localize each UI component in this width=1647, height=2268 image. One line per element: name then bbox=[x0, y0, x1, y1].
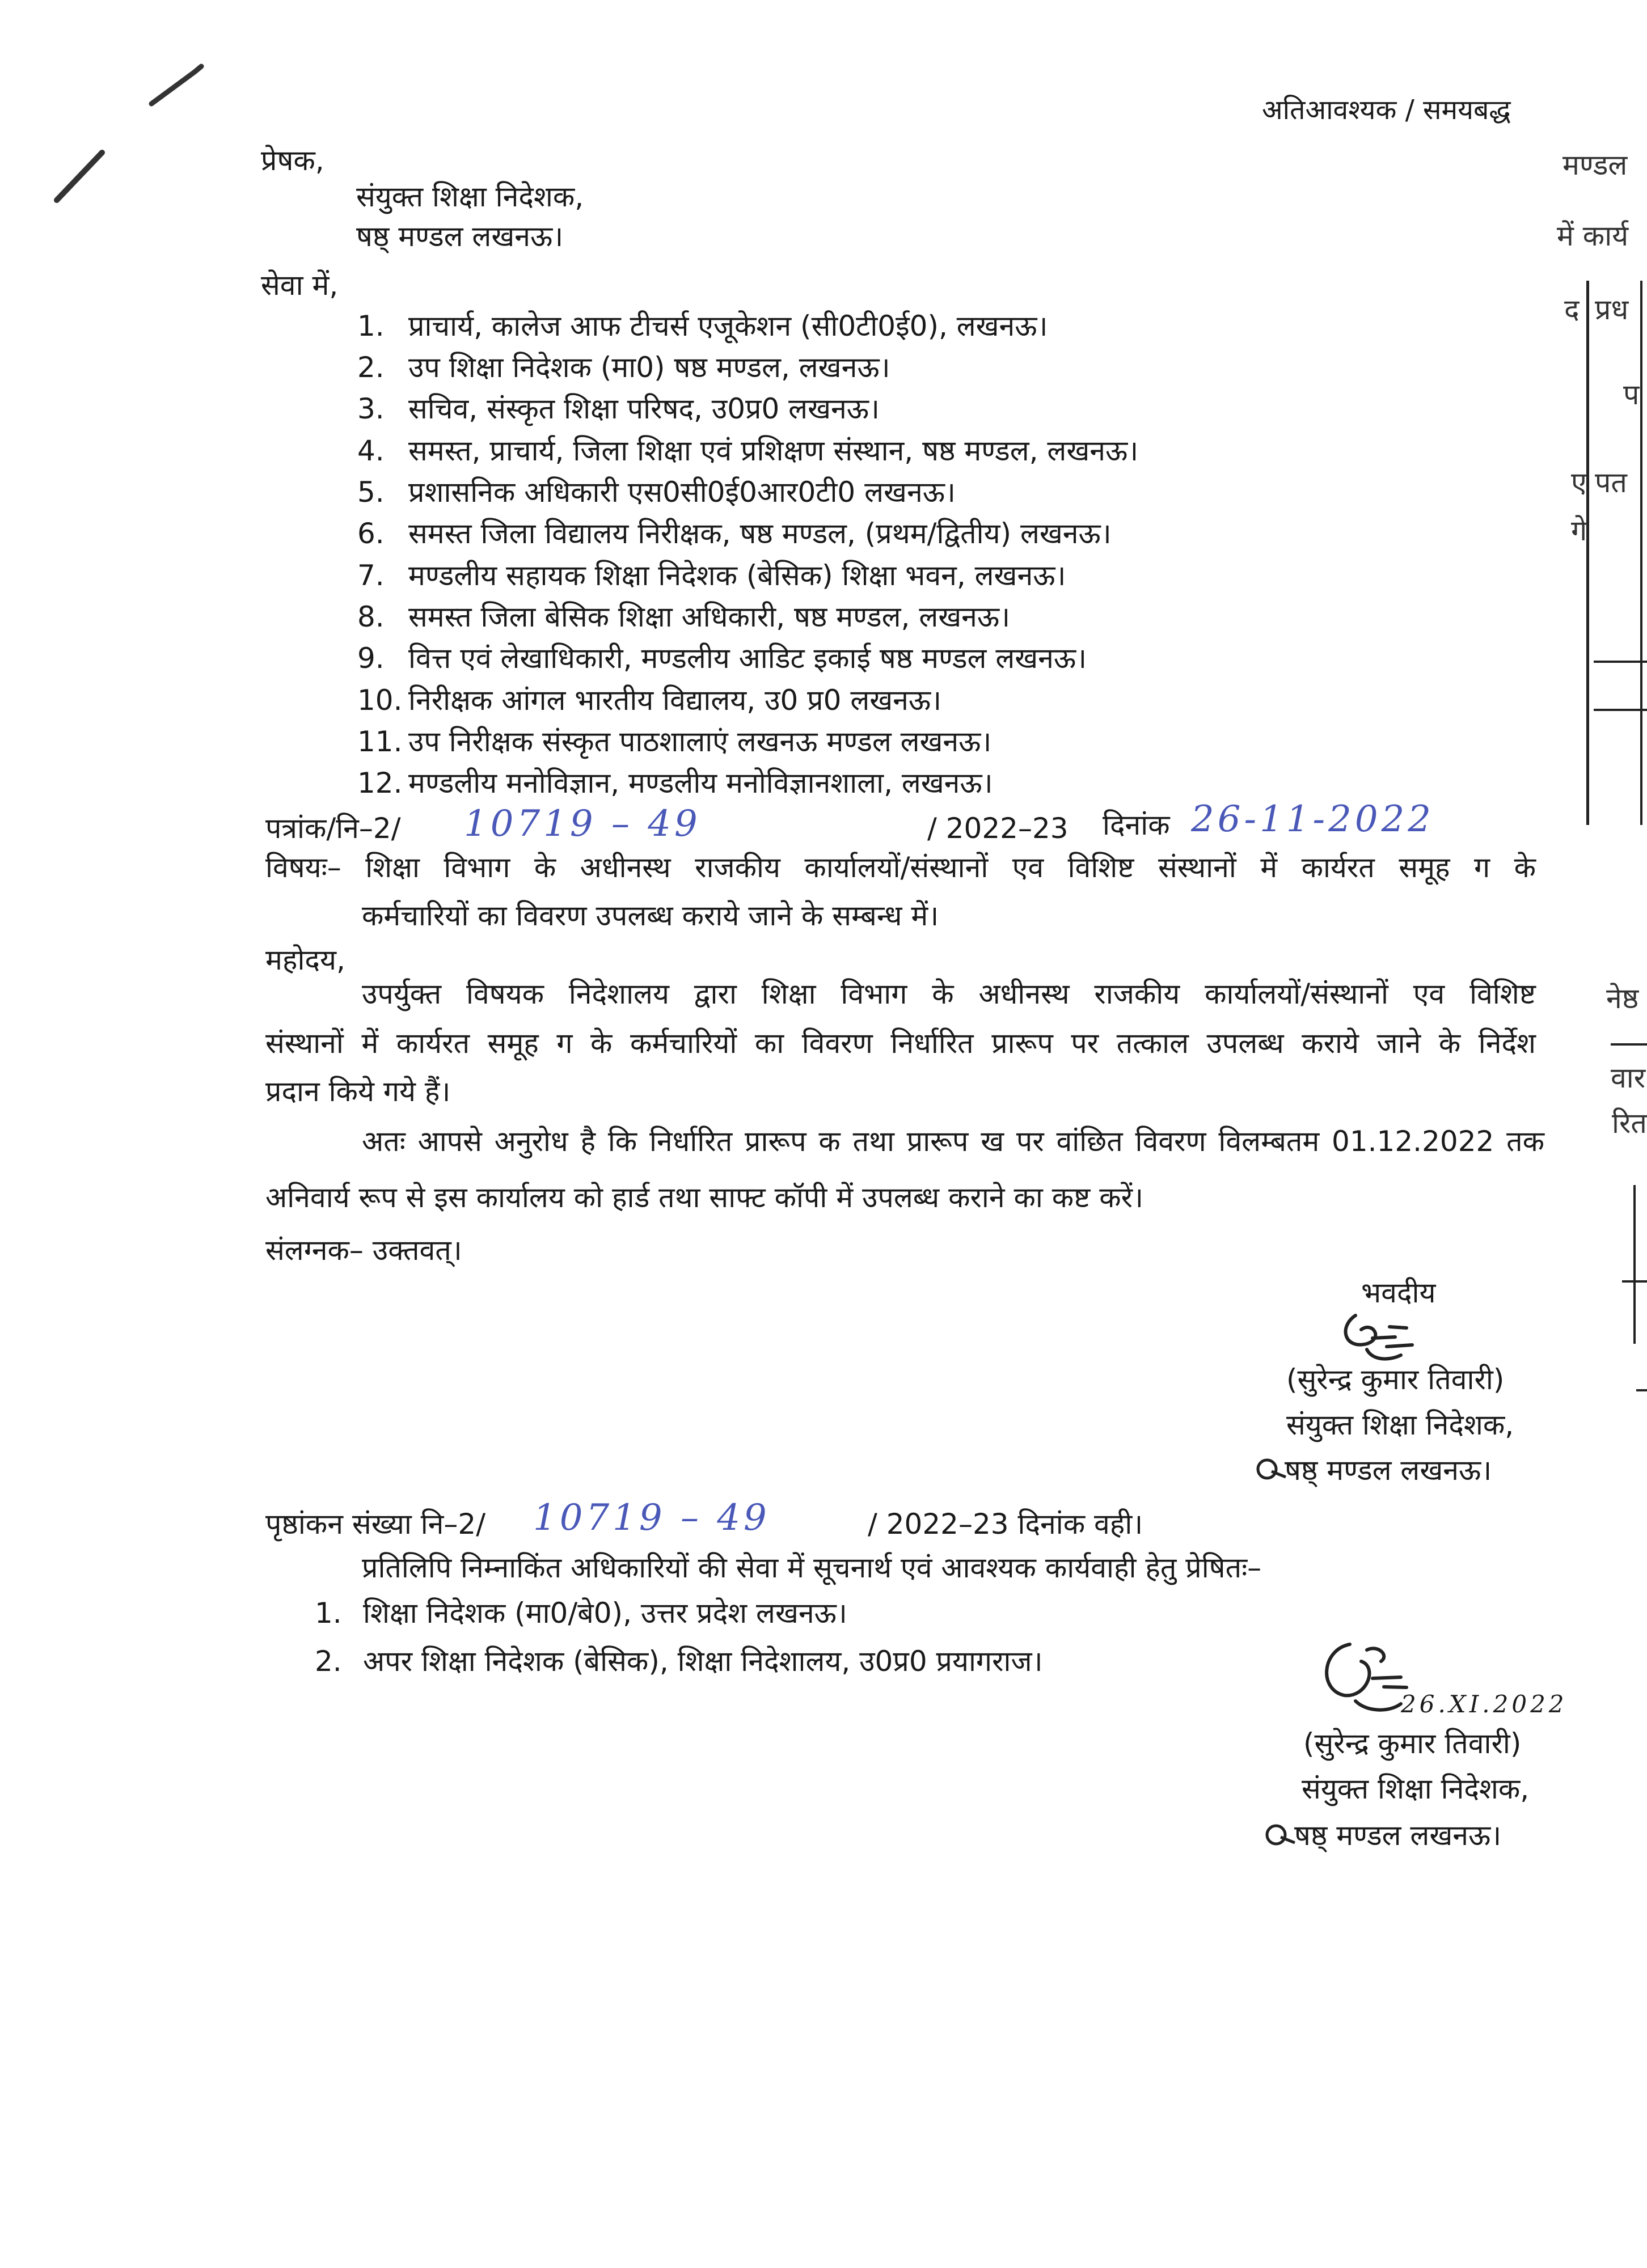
signature-date-handwritten: 26.XI.2022 bbox=[1401, 1690, 1568, 1718]
staple-mark bbox=[145, 60, 207, 111]
list-item-number: 11. bbox=[357, 725, 403, 758]
list-item-number: 3. bbox=[357, 392, 385, 425]
list-item-number: 7. bbox=[357, 559, 385, 592]
initial-mark bbox=[1255, 1454, 1289, 1483]
signatory-name: (सुरेन्द्र कुमार तिवारी) bbox=[1286, 1363, 1505, 1396]
list-item-text: मण्डलीय सहायक शिक्षा निदेशक (बेसिक) शिक्षा भवन, लखनऊ। bbox=[408, 559, 1066, 592]
table-border bbox=[1594, 661, 1647, 663]
table-border bbox=[1633, 1185, 1636, 1344]
list-item-text: समस्त जिला बेसिक शिक्षा अधिकारी, षष्ठ मण्डल, लखनऊ। bbox=[408, 600, 1011, 633]
list-item-number: 2. bbox=[357, 351, 385, 384]
body-para1-line1: उपर्युक्त विषयक निदेशालय द्वारा शिक्षा विभाग के अधीनस्थ राजकीय कार्यालयों/संस्थानों एव विशिष्ट bbox=[362, 978, 1536, 1010]
recipients-label: सेवा में, bbox=[261, 269, 339, 302]
table-border bbox=[1636, 1389, 1647, 1391]
list-item-text: अपर शिक्षा निदेशक (बेसिक), शिक्षा निदेशालय, उ0प्र0 प्रयागराज। bbox=[363, 1645, 1043, 1678]
list-item bbox=[357, 312, 1048, 340]
sender-designation: संयुक्त शिक्षा निदेशक, bbox=[356, 180, 584, 213]
list-item-number: 4. bbox=[357, 434, 385, 467]
staple-mark bbox=[51, 145, 113, 207]
reference-date-handwritten: 26-11-2022 bbox=[1191, 798, 1434, 840]
salutation: महोदय, bbox=[265, 943, 345, 976]
list-item-number: 9. bbox=[357, 642, 385, 675]
signatory-designation: संयुक्त शिक्षा निदेशक, bbox=[1286, 1408, 1514, 1441]
list-item bbox=[357, 353, 890, 382]
enclosure: संलग्नक– उक्तवत्। bbox=[265, 1234, 462, 1267]
body-para2-line1: अतः आपसे अनुरोध है कि निर्धारित प्रारूप क तथा प्रारूप ख पर वांछित विवरण विलम्बतम 01.12.2022 तक bbox=[362, 1125, 1544, 1158]
endorsement-number-handwritten: 10719 – 49 bbox=[533, 1497, 770, 1539]
list-item bbox=[315, 1597, 847, 1630]
reference-prefix: पत्रांक/नि–2/ bbox=[265, 812, 401, 845]
subject-line-2: कर्मचारियों का विवरण उपलब्ध कराये जाने के सम्बन्ध में। bbox=[362, 899, 939, 932]
list-item bbox=[357, 727, 991, 756]
adjacent-page-fragment: रित bbox=[1612, 1107, 1647, 1140]
list-item-text: उप शिक्षा निदेशक (मा0) षष्ठ मण्डल, लखनऊ। bbox=[408, 351, 890, 384]
adjacent-page-fragment: वार bbox=[1611, 1061, 1646, 1094]
list-item bbox=[357, 684, 942, 717]
list-item-text: मण्डलीय मनोविज्ञान, मण्डलीय मनोविज्ञानशाला, लखनऊ। bbox=[408, 767, 993, 799]
table-border bbox=[1586, 281, 1589, 825]
list-item-number: 8. bbox=[357, 600, 385, 633]
list-item bbox=[357, 476, 956, 509]
list-item-text: सचिव, संस्कृत शिक्षा परिषद, उ0प्र0 लखनऊ। bbox=[408, 392, 880, 425]
endorsement-suffix: / 2022–23 दिनांक वही। bbox=[868, 1508, 1143, 1541]
table-border bbox=[1594, 709, 1647, 711]
list-item-text: उप निरीक्षक संस्कृत पाठशालाएं लखनऊ मण्डल लखनऊ। bbox=[408, 725, 992, 758]
list-item-text: समस्त जिला विद्यालय निरीक्षक, षष्ठ मण्डल, (प्रथम/द्वितीय) लखनऊ। bbox=[408, 517, 1112, 550]
adjacent-page-fragment: मण्डल bbox=[1562, 149, 1628, 181]
list-item-number: 12. bbox=[357, 767, 403, 799]
sender-label: प्रेषक, bbox=[261, 144, 324, 177]
reference-date-label: दिनांक bbox=[1103, 809, 1170, 841]
list-item bbox=[357, 642, 1087, 675]
body-para1-line2: संस्थानों में कार्यरत समूह ग के कर्मचारियों का विवरण निर्धारित प्रारूप पर तत्काल उपलब्ध कराये जाने के निर्देश bbox=[265, 1027, 1536, 1060]
closing: भवदीय bbox=[1361, 1276, 1436, 1309]
table-border bbox=[1611, 1043, 1647, 1046]
list-item-text: वित्त एवं लेखाधिकारी, मण्डलीय आडिट इकाई षष्ठ मण्डल लखनऊ। bbox=[408, 642, 1087, 675]
signatory-office: षष्ठ् मण्डल लखनऊ। bbox=[1294, 1819, 1502, 1852]
table-border bbox=[1622, 1280, 1647, 1283]
reference-year: / 2022–23 bbox=[927, 812, 1069, 845]
list-item bbox=[357, 519, 1112, 548]
endorsement-prefix: पृष्ठांकन संख्या नि–2/ bbox=[265, 1508, 486, 1541]
signature-mark bbox=[1333, 1304, 1435, 1366]
signatory-designation: संयुक्त शिक्षा निदेशक, bbox=[1302, 1772, 1530, 1805]
list-item-number: 10. bbox=[357, 684, 403, 717]
subject-line-1: विषयः– शिक्षा विभाग के अधीनस्थ राजकीय कार्यालयों/संस्थानों एव विशिष्ट संस्थानों में कार्यरत समूह ग के bbox=[265, 851, 1536, 884]
list-item bbox=[357, 561, 1066, 590]
endorsement-intro: प्रतिलिपि निम्नाकिंत अधिकारियों की सेवा में सूचनार्थ एवं आवश्यक कार्यवाही हेतु प्रेषितः– bbox=[362, 1551, 1262, 1584]
adjacent-page-fragment: द bbox=[1564, 293, 1580, 326]
list-item bbox=[357, 434, 1139, 467]
list-item bbox=[357, 600, 1011, 633]
list-item-text: निरीक्षक आंगल भारतीय विद्यालय, उ0 प्र0 लखनऊ। bbox=[408, 684, 942, 717]
list-item-number: 1. bbox=[357, 310, 385, 342]
list-item bbox=[315, 1645, 1043, 1678]
list-item-number: 5. bbox=[357, 476, 385, 509]
reference-number-handwritten: 10719 – 49 bbox=[464, 803, 701, 845]
list-item-number: 6. bbox=[357, 517, 385, 550]
list-item-text: प्राचार्य, कालेज आफ टीचर्स एजूकेशन (सी0टी0ई0), लखनऊ। bbox=[408, 310, 1048, 342]
signatory-office: षष्ठ् मण्डल लखनऊ। bbox=[1285, 1454, 1492, 1487]
signatory-name: (सुरेन्द्र कुमार तिवारी) bbox=[1303, 1727, 1522, 1760]
body-para2-line2: अनिवार्य रूप से इस कार्यालय को हार्ड तथा साफ्ट कॉपी में उपलब्ध कराने का कष्ट करें। bbox=[265, 1181, 1144, 1214]
list-item bbox=[357, 769, 993, 797]
adjacent-page-fragment: गे bbox=[1571, 514, 1587, 547]
table-border bbox=[1640, 281, 1642, 825]
adjacent-page-fragment: प bbox=[1623, 378, 1640, 411]
list-item-text: प्रशासनिक अधिकारी एस0सी0ई0आर0टी0 लखनऊ। bbox=[408, 476, 956, 509]
list-item bbox=[357, 392, 880, 425]
adjacent-page-fragment: पत bbox=[1595, 466, 1627, 499]
body-para1-line3: प्रदान किये गये हैं। bbox=[265, 1075, 451, 1108]
sender-office: षष्ठ् मण्डल लखनऊ। bbox=[356, 220, 564, 253]
list-item-text: समस्त, प्राचार्य, जिला शिक्षा एवं प्रशिक्षण संस्थान, षष्ठ मण्डल, लखनऊ। bbox=[408, 434, 1139, 467]
list-item-number: 1. bbox=[315, 1597, 342, 1630]
priority-note: अतिआवश्यक / समयबद्ध bbox=[1262, 94, 1511, 126]
adjacent-page-fragment: प्रध bbox=[1595, 293, 1629, 326]
adjacent-page-fragment: ए bbox=[1571, 466, 1587, 499]
initial-mark bbox=[1264, 1820, 1298, 1848]
list-item-text: शिक्षा निदेशक (मा0/बे0), उत्तर प्रदेश लखनऊ। bbox=[363, 1597, 847, 1630]
adjacent-page-fragment: में कार्य bbox=[1557, 219, 1629, 252]
adjacent-page-fragment: नेष्ठ bbox=[1606, 982, 1639, 1015]
list-item-number: 2. bbox=[315, 1645, 342, 1678]
